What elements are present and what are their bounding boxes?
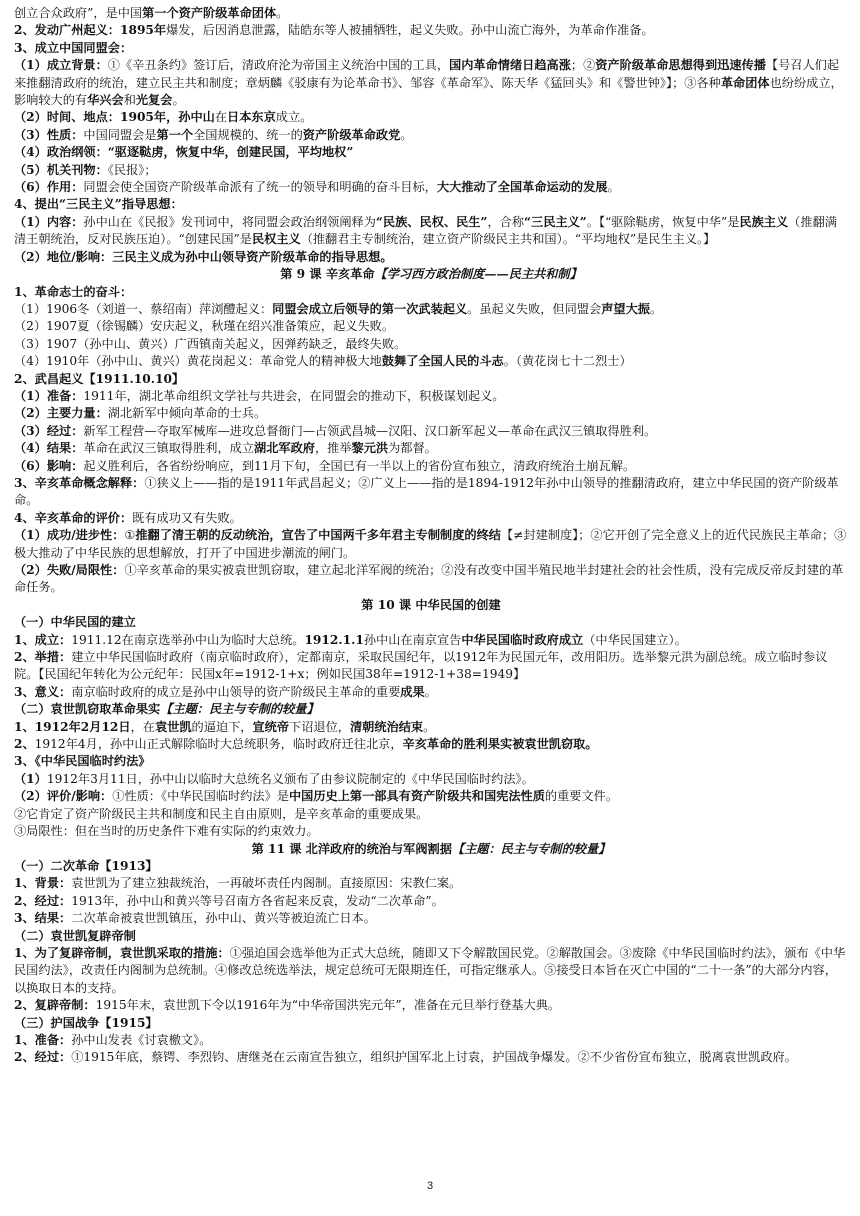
text-line (14, 475, 848, 510)
text-line (14, 214, 848, 249)
text-run: 孙中山在南京宣告 (363, 632, 462, 647)
text-run: 【号召人们起来推翻清政府的统治，建立民主共和制度；章炳麟《驳康有为论革命书》、邹容《革命军》、陈天华《猛回头》和《警世钟》】；③各种 (14, 58, 840, 90)
text-run: 1915年末，袁世凯下令以1916年为“中华帝国洪宪元年”，准备在元旦举行登基大典。 (95, 998, 561, 1013)
text-run: 中华民国临时政府成立 (461, 632, 584, 647)
text-run: 日本东京 (227, 110, 276, 125)
text-run: 既有成功又有失败。 (132, 510, 242, 525)
text-run: 黎元洪 (351, 441, 389, 456)
text-line (14, 771, 848, 788)
text-run: 爆发，后因消息泄露，陆皓东等人被捕牺牲，起义失败。孙中山流亡海外，为革命作准备。 (166, 23, 654, 38)
text-line (14, 127, 848, 144)
text-line (14, 266, 848, 283)
text-run: 4、提出“三民主义”指导思想： (14, 197, 183, 212)
text-run: 第一个 (156, 127, 194, 142)
text-run: 光复会 (135, 93, 173, 108)
text-line (14, 945, 848, 997)
text-run: 华兴会 (87, 93, 124, 108)
page-number: 3 (426, 1180, 434, 1192)
text-run: （2）失败/局限性： (14, 563, 125, 577)
text-run: 大大推动了全国革命运动的发展 (436, 180, 608, 195)
text-run: 资产阶级革命思想得到迅速传播 (595, 58, 766, 73)
text-line (14, 284, 848, 301)
text-run: 。 (400, 127, 413, 142)
text-run: 1、为了复辟帝制，袁世凯采取的措施： (14, 945, 230, 960)
text-run: （1）成功/进步性： (14, 528, 125, 543)
text-run: 3、《中华民国临时约法》 (14, 754, 151, 769)
text-run: 宣统帝 (252, 719, 290, 734)
text-run: ，推举 (314, 441, 352, 456)
text-line (14, 109, 848, 126)
text-run: （1）成立背景： (14, 58, 108, 73)
text-run: 革命团体 (720, 75, 770, 90)
text-run: 1911年，湖北革命组织文学社与共进会，在同盟会的推动下，积极谋划起义。 (83, 388, 505, 403)
text-run: 。 (607, 180, 620, 195)
text-run: （5）机关刊物： (14, 162, 108, 177)
text-line (14, 510, 848, 527)
text-run: 清朝统治结束 (349, 719, 424, 734)
text-run: 。 (423, 719, 436, 734)
text-run: 在 (214, 110, 228, 125)
text-line (14, 196, 848, 213)
text-line (14, 997, 848, 1014)
text-run: 创立合众政府”，是中国 (14, 6, 143, 20)
text-run: 二次革命被袁世凯镇压，孙中山、黄兴等被迫流亡日本。 (71, 911, 376, 926)
text-run: 。 (276, 6, 289, 20)
text-run: （2）主要力量： (14, 406, 108, 421)
text-run: 2、武昌起义【1911.10.10】 (14, 371, 185, 386)
text-run: 民族主义 (739, 214, 789, 229)
text-run: 。 (424, 684, 437, 699)
text-line (14, 753, 848, 770)
text-run: 孙中山在《民报》发刊词中，将同盟会政治纲领阐释为 (83, 214, 376, 229)
text-line (14, 928, 848, 945)
text-run: ，在 (130, 719, 155, 734)
text-run: 全国规模的、统一的 (193, 127, 303, 142)
text-line (14, 22, 848, 39)
text-run: 。 (649, 301, 663, 316)
text-run: 革命在武汉三镇取得胜利，成立 (83, 441, 255, 456)
text-run: 中国同盟会是 (83, 127, 157, 142)
text-run: 3、成立中国同盟会： (14, 40, 133, 55)
text-run: ②它肯定了资产阶级民主共和制度和民主自由原则，是辛亥革命的重要成果。 (14, 806, 429, 821)
text-run: 南京临时政府的成立是孙中山领导的资产阶级民主革命的重要 (71, 684, 401, 699)
text-run: 2、经过： (14, 893, 72, 908)
text-run: 第一个资产阶级革命团体 (142, 6, 277, 20)
text-run: 湖北新军中倾向革命的士兵。 (107, 406, 267, 421)
text-run: （3）1907（孙中山、黄兴）广西镇南关起义，因弹药缺乏，最终失败。 (14, 336, 407, 351)
text-line (14, 649, 848, 684)
text-line (14, 1015, 848, 1032)
text-line (14, 910, 848, 927)
text-run: （二）袁世凯复辟帝制 (14, 928, 136, 943)
text-run: 第 11 课 北洋政府的统治与军阀割据 (251, 841, 452, 856)
text-run: ，合称 (487, 214, 525, 229)
text-run: 【主题：民主与专制的较量】 (451, 841, 611, 856)
text-run: 声望大振 (601, 301, 650, 316)
text-run: 。（黄花岗七十二烈士） (503, 354, 632, 369)
text-run: 。 (172, 93, 185, 108)
text-run: 1、成立： (14, 632, 72, 647)
text-run: 民权主义 (251, 232, 301, 247)
text-run: （推翻满清王朝统治，反对民族压迫）。“创建民国”是 (14, 214, 837, 247)
text-run: 第 10 课 中华民国的创建 (361, 597, 501, 612)
text-line (14, 858, 848, 875)
text-run: 起义胜利后，各省纷纷响应，到11月下旬，全国已有一半以上的省份宣布独立，清政府统治土崩瓦解。 (83, 458, 636, 473)
text-run: （3）经过： (14, 423, 84, 438)
text-line (14, 162, 848, 179)
document-page (14, 5, 848, 1067)
text-run: 袁世凯 (154, 719, 192, 734)
text-line (14, 301, 848, 318)
text-run: 鼓舞了全国人民的斗志 (381, 354, 504, 369)
text-run: 同盟会成立后领导的第一次武装起义 (272, 301, 468, 316)
text-run: 《民报》； (107, 162, 157, 177)
text-run: 1、革命志士的奋斗： (14, 284, 133, 299)
text-line (14, 614, 848, 631)
text-run: 1、背景： (14, 876, 72, 891)
text-run: 1、准备： (14, 1032, 72, 1047)
text-line (14, 249, 848, 266)
text-run: 资产阶级革命政党 (302, 127, 401, 142)
text-run: 国内革命情绪日趋高涨 (449, 58, 571, 73)
text-run: ；② (570, 58, 596, 73)
text-line (14, 336, 848, 353)
text-run: （2）地位/影响：三民主义成为孙中山领导资产阶级革命的指导思想。 (14, 249, 393, 264)
text-run: 。【“驱除鞑虏，恢复中华”是 (586, 214, 740, 229)
text-run: （1） (14, 771, 47, 786)
text-line (14, 144, 848, 161)
text-run: 2、举措： (14, 650, 72, 665)
text-run: 1912.1.1 (304, 632, 364, 647)
text-run: 【主题：民主与专制的较量】 (160, 702, 319, 717)
text-run: ①《辛丑条约》签订后，清政府沦为帝国主义统治中国的工具， (107, 58, 450, 73)
text-run: （一）中华民国的建立 (14, 615, 136, 630)
text-run: （一）二次革命【1913】 (14, 858, 158, 873)
text-line (14, 179, 848, 196)
text-line (14, 875, 848, 892)
text-line (14, 597, 848, 614)
text-run: 成立。 (275, 110, 313, 125)
text-run: 3、结果： (14, 911, 72, 926)
text-run: （2）时间、地点：1905年，孙中山 (14, 110, 215, 125)
text-run: 成果 (400, 684, 425, 699)
text-line (14, 423, 848, 440)
text-run: （3）性质： (14, 127, 84, 142)
text-line (14, 440, 848, 457)
text-run: 同盟会使全国资产阶级革命派有了统一的领导和明确的奋斗目标， (83, 180, 437, 195)
text-run: （1）内容： (14, 214, 84, 229)
text-line (14, 318, 848, 335)
text-run: “三民主义” (524, 214, 587, 229)
text-run: （1）准备： (14, 388, 84, 403)
text-run: （二）袁世凯窃取革命果实 (14, 702, 161, 717)
text-line (14, 405, 848, 422)
text-line (14, 1032, 848, 1049)
text-run: 孙中山发表《讨袁檄文》。 (71, 1032, 212, 1047)
text-run: 建立中华民国临时政府（南京临时政府），定都南京，采取民国纪年，以1912年为民国元年，改用阳历。选举黎元洪为副总统。成立临时参议院。【民国纪年转化为公元纪年：民国x年=1912-1+x；例如民国38年=1912-1+38=1949】 (14, 650, 828, 682)
text-line (14, 841, 848, 858)
text-line (14, 632, 848, 649)
text-run: 2、发动广州起义： (14, 23, 120, 38)
text-line (14, 788, 848, 805)
text-run: 【学习西方政治制度——民主共和制】 (374, 267, 582, 282)
text-line (14, 701, 848, 718)
text-line (14, 1049, 848, 1066)
text-run: 。虽起义失败，但同盟会 (467, 301, 602, 316)
text-run: 1912年3月11日，孙中山以临时大总统名义颁布了由参议院制定的《中华民国临时约法》。 (46, 771, 534, 786)
text-run: （三）护国战争【1915】 (14, 1015, 158, 1030)
text-run: ① (124, 528, 136, 543)
text-line (14, 458, 848, 475)
text-line (14, 57, 848, 109)
text-run: “民族、民权、民生” (375, 214, 488, 229)
text-run: 1913年，孙中山和黄兴等号召南方各省起来反袁，发动“二次革命”。 (71, 893, 444, 908)
text-run: （4）1910年（孙中山、黄兴）黄花岗起义：革命党人的精神极大地 (14, 354, 382, 369)
text-run: 1、1912年2月12日 (14, 719, 131, 734)
text-run: （4）政治纲领：“驱逐鞑虏，恢复中华，创建民国，平均地权” (14, 145, 354, 160)
text-run: 3、意义： (14, 684, 72, 699)
text-run: 4、辛亥革命的评价： (14, 510, 133, 525)
text-line (14, 806, 848, 823)
text-run: 下诏退位， (289, 719, 350, 734)
text-run: （6）作用： (14, 180, 84, 195)
text-run: （4）结果： (14, 441, 84, 456)
text-line (14, 5, 848, 22)
text-line (14, 736, 848, 753)
text-run: 1895年 (119, 23, 167, 38)
text-run: ①1915年底，蔡锷、李烈钧、唐继尧在云南宣告独立，组织护国军北上讨袁，护国战争爆发。②不少省份宣布独立，脱离袁世凯政府。 (71, 1050, 797, 1065)
text-run: 【≠封建制度】；②它开创了完全意义上的近代民族民主革命；③极大推动了中华民族的思想解放，打开了中国进步潮流的闸门。 (14, 528, 847, 560)
text-run: 也纷纷成立，影响较大的有 (14, 75, 843, 108)
text-run: ①性质：《中华民国临时约法》是 (112, 789, 289, 804)
text-run: （2）评价/影响： (14, 789, 113, 804)
text-line (14, 40, 848, 57)
text-run: （2）1907夏（徐锡麟）安庆起义，秋瑾在绍兴准备策应，起义失败。 (14, 319, 395, 334)
text-run: 为都督。 (388, 441, 437, 456)
text-run: （推翻君主专制统治，建立资产阶级民主共和国）。“平均地权”是民生主义。】 (300, 232, 716, 247)
text-line (14, 562, 848, 597)
text-run: ①辛亥革命的果实被袁世凯窃取，建立起北洋军阀的统治；②没有改变中国半殖民地半封建社会的社会性质，没有完成反帝反封建的革命任务。 (14, 563, 844, 595)
text-run: 3、辛亥革命概念解释： (14, 475, 145, 490)
text-run: 中国历史上第一部具有资产阶级共和国宪法性质 (288, 789, 545, 804)
text-line (14, 684, 848, 701)
text-run: 2、复辟帝制： (14, 998, 96, 1013)
text-line (14, 823, 848, 840)
text-run: 第 9 课 辛亥革命 (280, 267, 375, 282)
text-line (14, 388, 848, 405)
text-run: 2、经过： (14, 1050, 72, 1065)
text-run: ③局限性：但在当时的历史条件下难有实际的约束效力。 (14, 824, 319, 839)
text-run: 袁世凯为了建立独裁统治，一再破坏责任内阁制。直接原因：宋教仁案。 (71, 876, 462, 891)
text-line (14, 527, 848, 562)
text-line (14, 719, 848, 736)
text-run: 湖北军政府 (254, 441, 315, 456)
text-run: 和 (123, 93, 136, 108)
text-run: 1911.12在南京选举孙中山为临时大总统。 (71, 632, 305, 647)
text-run: 的重要文件。 (544, 789, 619, 804)
text-run: （中华民国建立）。 (583, 632, 687, 647)
text-run: （1）1906冬（刘道一、蔡绍南）萍浏醴起义： (14, 301, 273, 316)
text-run: 新军工程营—夺取军械库—进攻总督衙门—占领武昌城—汉阳、汉口新军起义—革命在武汉三镇取得胜利。 (83, 423, 657, 438)
text-run: 2、 (14, 737, 35, 752)
text-line (14, 353, 848, 370)
text-run: 推翻了清王朝的反动统治，宣告了中国两千多年君主专制制度的终结 (135, 528, 501, 543)
text-run: ①狭义上——指的是1911年武昌起义；②广义上——指的是1894-1912年孙中山领导的推翻清政府，建立中华民国的资产阶级革命。 (14, 475, 839, 508)
text-run: 1912年4月，孙中山正式解除临时大总统职务，临时政府迁往北京， (34, 737, 403, 752)
text-run: （6）影响： (14, 458, 84, 473)
text-run: 的逼迫下， (191, 719, 253, 734)
text-line (14, 893, 848, 910)
text-run: 辛亥革命的胜利果实被袁世凯窃取。 (402, 737, 598, 752)
text-run: ①强迫国会选举他为正式大总统，随即又下令解散国民党。②解散国会。③废除《中华民国临时约法》，颁布《中华民国约法》，改责任内阁制为总统制。④修改总统选举法，规定总统可无限期连任，可指定继承人。⑤接受日本旨在灭亡中国的“二十一条”的大部分内容，以换取日本的支持。 (14, 945, 846, 995)
text-line (14, 371, 848, 388)
